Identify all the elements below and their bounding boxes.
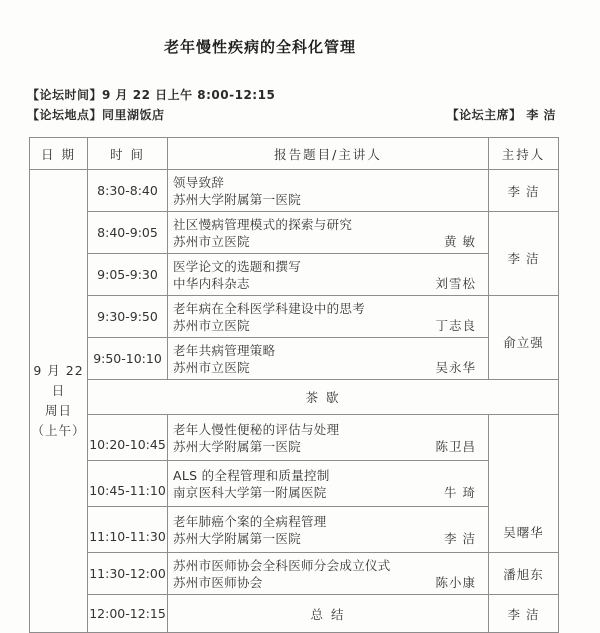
header-row xyxy=(30,138,559,170)
topic-org: 中华内科杂志 xyxy=(173,275,250,291)
time-cell: 10:45-11:10 xyxy=(88,461,168,507)
topic-title: 老年肺癌个案的全病程管理 xyxy=(173,513,327,529)
time-cell: 10:20-10:45 xyxy=(88,415,168,461)
forum-chair-value: 李 洁 xyxy=(526,108,556,122)
topic-org: 南京医科大学第一附属医院 xyxy=(173,484,327,500)
header-date: 日 期 xyxy=(30,138,88,170)
time-cell: 11:10-11:30 xyxy=(88,507,168,553)
speaker-name: 陈小康 xyxy=(435,574,476,590)
forum-time-label: 【论坛时间】 xyxy=(27,88,103,102)
topic-org: 苏州市医师协会 xyxy=(173,574,263,590)
host-cell: 李 洁 xyxy=(489,212,559,296)
forum-place-chair-line xyxy=(27,105,556,125)
time-cell: 8:40-9:05 xyxy=(88,212,168,254)
session-row xyxy=(30,553,559,595)
topic-title: 老年人慢性便秘的评估与处理 xyxy=(173,421,340,437)
host-cell: 潘旭东 xyxy=(489,553,559,595)
date-cell xyxy=(30,170,88,633)
report-cell xyxy=(168,254,489,296)
report-cell xyxy=(168,507,489,553)
topic-org: 苏州市立医院 xyxy=(173,359,250,375)
report-cell xyxy=(168,338,489,380)
date-line2: 周日 xyxy=(44,403,72,418)
tea-break-label: 茶 歇 xyxy=(88,380,559,415)
report-cell xyxy=(168,553,489,595)
forum-chair xyxy=(447,105,556,125)
session-row xyxy=(30,507,559,553)
speaker-name: 刘雪松 xyxy=(435,275,476,291)
forum-place xyxy=(27,105,165,125)
date-line3: （上午） xyxy=(31,423,86,438)
session-row xyxy=(30,170,559,212)
host-cell: 俞立强 xyxy=(489,296,559,380)
time-cell: 9:50-10:10 xyxy=(88,338,168,380)
report-cell xyxy=(168,170,489,212)
session-row xyxy=(30,296,559,338)
time-cell: 9:30-9:50 xyxy=(88,296,168,338)
time-cell: 9:05-9:30 xyxy=(88,254,168,296)
report-cell xyxy=(168,212,489,254)
forum-time-value: 9 月 22 日上午 8:00-12:15 xyxy=(102,88,276,102)
report-cell xyxy=(168,296,489,338)
session-row xyxy=(30,415,559,461)
report-cell xyxy=(168,461,489,507)
host-cell: 李 洁 xyxy=(489,170,559,212)
header-host: 主持人 xyxy=(489,138,559,170)
speaker-name: 陈卫昌 xyxy=(435,438,476,454)
topic-title: 社区慢病管理模式的探索与研究 xyxy=(173,216,353,232)
forum-chair-label: 【论坛主席】 xyxy=(446,108,522,122)
summary-label: 总 结 xyxy=(168,595,489,633)
host-cell: 吴曙华 xyxy=(489,415,559,553)
date-line1: 9 月 22 日 xyxy=(33,363,84,398)
forum-info-block xyxy=(27,85,556,125)
summary-row xyxy=(30,595,559,633)
session-row xyxy=(30,212,559,254)
topic-title: 医学论文的选题和撰写 xyxy=(173,258,302,274)
host-cell: 李 洁 xyxy=(489,595,559,633)
tea-break-row xyxy=(30,380,559,415)
forum-place-value: 同里湖饭店 xyxy=(102,108,165,122)
time-cell: 12:00-12:15 xyxy=(88,595,168,633)
speaker-name: 李 洁 xyxy=(444,530,476,546)
topic-org: 苏州市立医院 xyxy=(173,317,250,333)
forum-time-line xyxy=(27,85,556,105)
topic-title: 老年病在全科医学科建设中的思考 xyxy=(173,300,366,316)
page-title: 老年慢性疾病的全科化管理 xyxy=(163,38,356,56)
schedule-table xyxy=(29,137,559,633)
speaker-name: 牛 琦 xyxy=(444,484,476,500)
header-time: 时 间 xyxy=(88,138,168,170)
session-row xyxy=(30,461,559,507)
topic-org: 苏州大学附属第一医院 xyxy=(173,438,302,454)
topic-title: ALS 的全程管理和质量控制 xyxy=(173,467,330,483)
header-topic: 报告题目/主讲人 xyxy=(168,138,489,170)
report-cell xyxy=(168,415,489,461)
session-row xyxy=(30,338,559,380)
topic-org: 苏州大学附属第一医院 xyxy=(173,530,302,546)
speaker-name: 丁志良 xyxy=(435,317,476,333)
topic-title: 领导致辞 xyxy=(173,174,225,190)
time-cell: 8:30-8:40 xyxy=(88,170,168,212)
topic-org: 苏州市立医院 xyxy=(173,233,250,249)
session-row xyxy=(30,254,559,296)
forum-place-label: 【论坛地点】 xyxy=(27,108,103,122)
speaker-name: 黄 敏 xyxy=(444,233,476,249)
topic-title: 苏州市医师协会全科医师分会成立仪式 xyxy=(173,557,391,573)
topic-org: 苏州大学附属第一医院 xyxy=(173,191,302,207)
topic-title: 老年共病管理策略 xyxy=(173,342,276,358)
time-cell: 11:30-12:00 xyxy=(88,553,168,595)
speaker-name: 吴永华 xyxy=(435,359,476,375)
